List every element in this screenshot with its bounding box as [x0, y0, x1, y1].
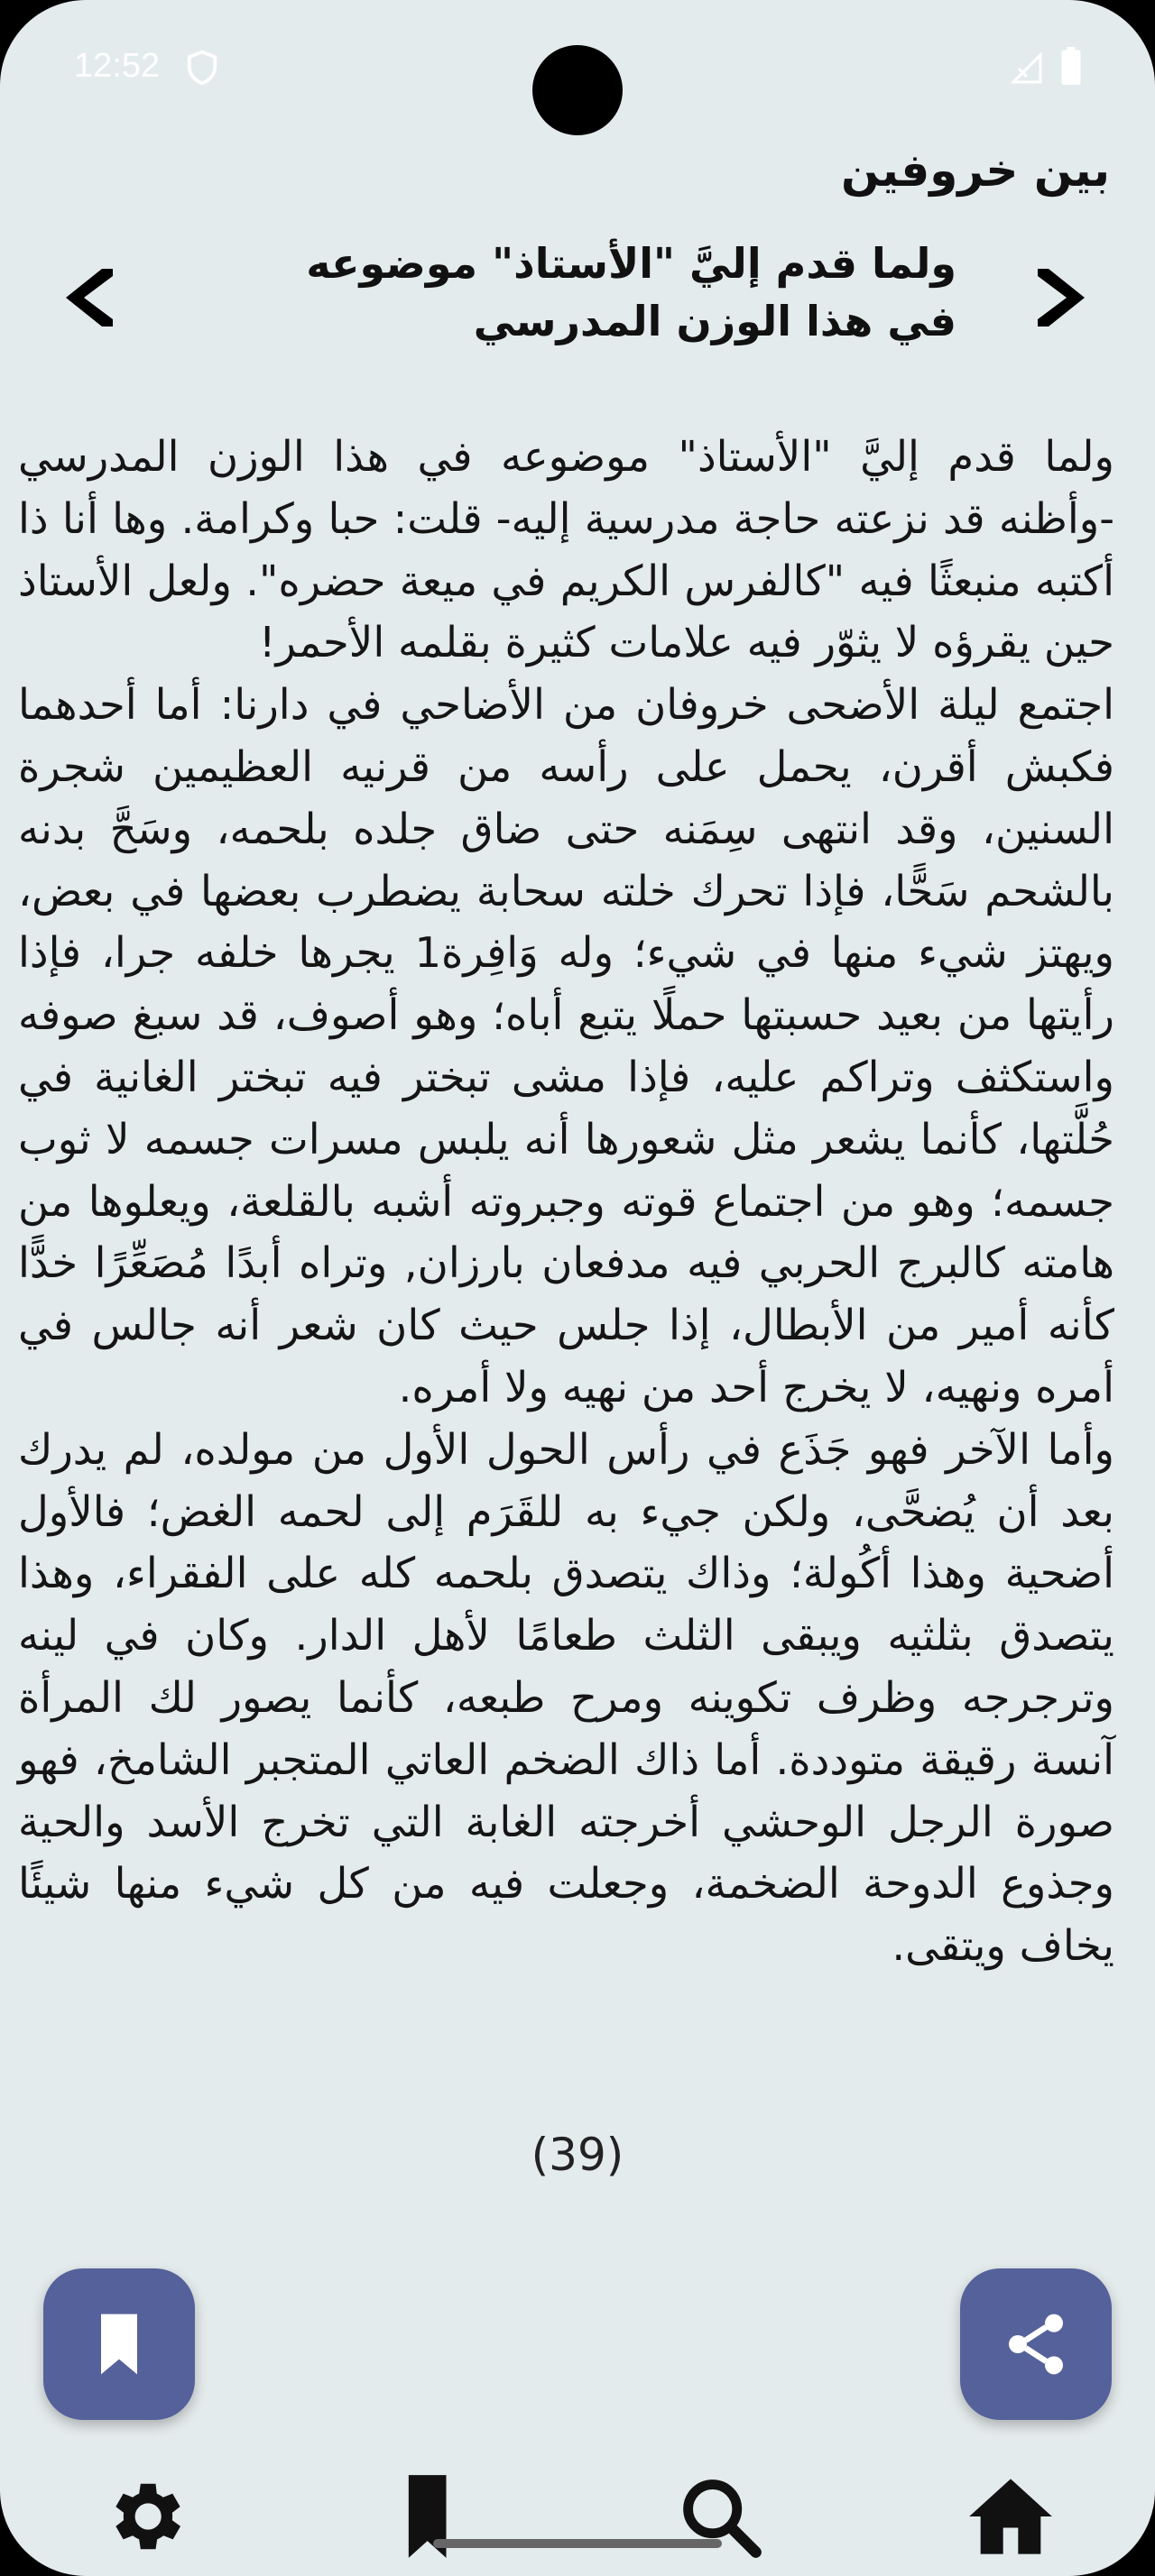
content-paragraph: ولما قدم إليَّ "الأستاذ" موضوعه في هذا الوزن المدرسي -وأظنه قد نزعته حاجة مدرسية إليه- قلت: حبا وكرامة. وها أنا ذا أكتبه منبعثًا فيه "كالفرس الكريم في ميعة حضره". ولعل الأستاذ حين يقرؤه لا يثوّر فيه علامات كثيرة بقلمه الأحمر! [18, 432, 1114, 667]
status-bar [0, 0, 1155, 135]
status-time: 12:52 [74, 47, 161, 85]
chevron-right-icon[interactable] [1029, 262, 1101, 334]
chapter-title: ولما قدم إليَّ "الأستاذ" موضوعه في هذا الوزن المدرسي [306, 239, 956, 345]
bookmark-button[interactable] [43, 2268, 195, 2420]
chevron-left-icon[interactable] [50, 262, 122, 334]
share-button[interactable] [960, 2268, 1112, 2420]
chapter-navigation [0, 216, 1155, 379]
content-paragraph: وأما الآخر فهو جَذَع في رأس الحول الأول من مولده، لم يدرك بعد أن يُضحَّى، ولكن جيء به للقَرَم إلى لحمه الغض؛ فالأول أضحية وهذا أكُولة؛ وذاك يتصدق بلحمه كله على الفقراء، وهذا يتصدق بثلثيه ويبقى الثلث طعامًا لأهل الدار. وكان في لينه وترجرجه وظرف تكوينه ومرح طبعه، كأنما يصور لك المرأة آنسة رقيقة متوددة. أما ذاك الضخم العاتي المتجبر الشامخ، فهو صورة الرجل الوحشي أخرجته الغابة التي تخرج الأسد والحية وجذوع الدوحة الضخمة، وجعلت فيه من كل شيء منها شيئًا يخاف ويتقى. [18, 1424, 1114, 1971]
signal-icon [1011, 52, 1043, 85]
page-number: (39) [531, 2129, 624, 2181]
chapter-content [18, 426, 1114, 1977]
settings-icon[interactable] [99, 2471, 189, 2562]
bottom-navigation [0, 2453, 1155, 2576]
share-icon [1000, 2308, 1072, 2380]
camera-cutout [532, 45, 623, 135]
content-paragraph: اجتمع ليلة الأضحى خروفان من الأضاحي في دارنا: أما أحدهما فكبش أقرن، يحمل على رأسه من قرنيه العظيمين شجرة السنين، وقد انتهى سِمَنه حتى ضاق جلده بلحمه، وسَحَّ بدنه بالشحم سَحًّا، فإذا تحرك خلته سحابة يضطرب بعضها في بعض، ويهتز شيء منها في شيء؛ وله وَافِرة1 يجرها خلفه جرا، فإذا رأيتها من بعيد حسبتها حملًا يتبع أباه؛ وهو أصوف، قد سبغ صوفه واستكثف وتراكم عليه، فإذا مشى تبختر فيه تبختر الغانية في حُلَّتها، كأنما يشعر مثل شعورها أنه يلبس مسرات جسمه لا ثوب جسمه؛ وهو من اجتماع قوته وجبروته أشبه بالقلعة، ويعلوها من هامته كالبرج الحربي فيه مدفعان بارزان, وتراه أبدًا مُصَعِّرًا خدًّا كأنه أمير من الأبطال، إذا جلس حيث كان شعر أنه جالس في أمره ونهيه، لا يخرج أحد من نهيه ولا أمره. [18, 680, 1115, 1412]
battery-icon [1061, 47, 1081, 85]
home-indicator[interactable] [433, 2539, 722, 2548]
book-title: بين خروفين [841, 144, 1110, 197]
bookmarks-icon[interactable] [390, 2471, 480, 2562]
shield-icon [185, 49, 219, 87]
home-icon[interactable] [966, 2471, 1056, 2562]
search-icon[interactable] [675, 2471, 765, 2562]
bookmark-icon [83, 2308, 155, 2380]
